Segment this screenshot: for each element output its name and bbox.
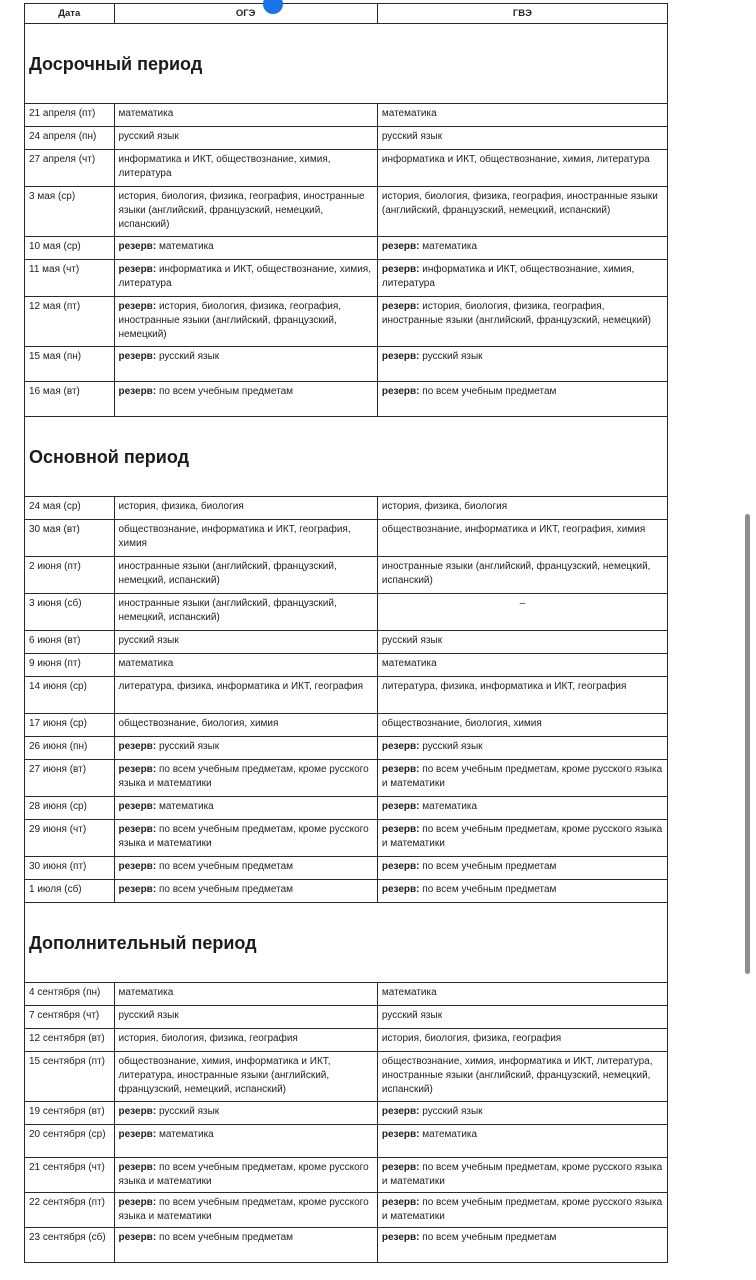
- header-row: [25, 4, 668, 24]
- oge-cell: [114, 737, 377, 760]
- date-cell: 11 мая (чт): [25, 260, 115, 297]
- table-row: [25, 654, 668, 677]
- subjects-text: математика: [158, 1129, 214, 1140]
- schedule-body: [25, 24, 668, 1263]
- subjects-text: русский язык: [118, 635, 179, 646]
- reserve-label: резерв:: [118, 741, 157, 752]
- subjects-text: информатика и ИКТ, обществознание, химия, литература: [381, 264, 635, 289]
- oge-cell: [114, 520, 377, 557]
- gve-cell: [377, 631, 667, 654]
- table-row: [25, 880, 668, 903]
- subjects-text: история, биология, физика, география, иностранные языки (английский, французский, немецкий, испанский): [381, 191, 658, 216]
- oge-cell: [114, 880, 377, 903]
- section-row: [25, 417, 668, 497]
- subjects-text: по всем учебным предметам: [158, 386, 294, 397]
- reserve-label: резерв:: [118, 861, 157, 872]
- table-row: [25, 714, 668, 737]
- oge-cell: [114, 1029, 377, 1052]
- reserve-label: резерв:: [381, 351, 420, 362]
- date-cell: 12 сентября (вт): [25, 1029, 115, 1052]
- section-row: [25, 24, 668, 104]
- oge-cell: [114, 983, 377, 1006]
- reserve-label: резерв:: [381, 764, 420, 775]
- oge-cell: [114, 714, 377, 737]
- subjects-text: по всем учебным предметам, кроме русского языка и математики: [118, 824, 369, 849]
- gve-cell: [377, 104, 667, 127]
- reserve-label: резерв:: [118, 241, 157, 252]
- reserve-label: резерв:: [381, 241, 420, 252]
- gve-cell: [377, 594, 667, 631]
- subjects-text: русский язык: [158, 1106, 220, 1117]
- subjects-text: обществознание, информатика и ИКТ, география, химия: [118, 524, 351, 549]
- subjects-text: информатика и ИКТ, обществознание, химия, литература: [381, 154, 650, 165]
- table-row: [25, 260, 668, 297]
- table-row: [25, 1102, 668, 1125]
- subjects-text: по всем учебным предметам, кроме русского языка и математики: [118, 764, 369, 789]
- gve-cell: [377, 714, 667, 737]
- reserve-label: резерв:: [118, 764, 157, 775]
- oge-cell: [114, 631, 377, 654]
- date-cell: 20 сентября (ср): [25, 1125, 115, 1158]
- reserve-label: резерв:: [381, 301, 420, 312]
- subjects-text: по всем учебным предметам: [158, 884, 294, 895]
- oge-cell: [114, 347, 377, 382]
- exam-schedule-table: [24, 3, 668, 1263]
- subjects-text: русский язык: [422, 741, 483, 752]
- date-cell: 17 июня (ср): [25, 714, 115, 737]
- gve-cell: [377, 237, 667, 260]
- table-row: [25, 983, 668, 1006]
- subjects-text: по всем учебным предметам: [422, 884, 557, 895]
- oge-cell: [114, 497, 377, 520]
- table-row: [25, 557, 668, 594]
- oge-cell: [114, 382, 377, 417]
- table-row: [25, 127, 668, 150]
- gve-cell: [377, 1052, 667, 1102]
- date-cell: 3 мая (ср): [25, 187, 115, 237]
- date-cell: 29 июня (чт): [25, 820, 115, 857]
- table-row: [25, 1006, 668, 1029]
- reserve-label: резерв:: [118, 301, 157, 312]
- subjects-text: по всем учебным предметам, кроме русского языка и математики: [381, 824, 663, 849]
- subjects-text: литература, физика, информатика и ИКТ, география: [118, 681, 364, 692]
- subjects-text: по всем учебным предметам: [158, 861, 294, 872]
- gve-cell: [377, 1125, 667, 1158]
- table-row: [25, 820, 668, 857]
- subjects-text: обществознание, биология, химия: [118, 718, 279, 729]
- subjects-text: иностранные языки (английский, французский, немецкий, испанский): [381, 561, 651, 586]
- oge-cell: [114, 857, 377, 880]
- subjects-text: по всем учебным предметам: [422, 861, 557, 872]
- section-title: Досрочный период: [25, 24, 668, 104]
- table-row: [25, 1228, 668, 1263]
- gve-cell: [377, 880, 667, 903]
- gve-cell: [377, 382, 667, 417]
- reserve-label: резерв:: [118, 1106, 157, 1117]
- reserve-label: резерв:: [381, 264, 420, 275]
- date-cell: 9 июня (пт): [25, 654, 115, 677]
- date-cell: 27 июня (вт): [25, 760, 115, 797]
- gve-cell: [377, 820, 667, 857]
- reserve-label: резерв:: [381, 801, 420, 812]
- gve-cell: [377, 737, 667, 760]
- gve-cell: [377, 150, 667, 187]
- oge-cell: [114, 797, 377, 820]
- subjects-text: история, биология, физика, география, иностранные языки (английский, французский, немецкий): [381, 301, 651, 326]
- gve-cell: [377, 677, 667, 714]
- table-row: [25, 1125, 668, 1158]
- date-cell: 3 июня (сб): [25, 594, 115, 631]
- table-row: [25, 1158, 668, 1193]
- reserve-label: резерв:: [118, 264, 157, 275]
- subjects-text: математика: [118, 987, 174, 998]
- date-cell: 23 сентября (сб): [25, 1228, 115, 1263]
- table-row: [25, 150, 668, 187]
- reserve-label: резерв:: [118, 1129, 157, 1140]
- oge-cell: [114, 1006, 377, 1029]
- date-cell: 22 сентября (пт): [25, 1193, 115, 1228]
- reserve-label: резерв:: [381, 861, 420, 872]
- gve-cell: [377, 1228, 667, 1263]
- subjects-text: по всем учебным предметам: [422, 386, 557, 397]
- subjects-text: русский язык: [381, 131, 443, 142]
- table-row: [25, 382, 668, 417]
- gve-cell: [377, 260, 667, 297]
- subjects-text: математика: [158, 801, 214, 812]
- gve-cell: [377, 1193, 667, 1228]
- subjects-text: русский язык: [381, 635, 443, 646]
- gve-cell: [377, 127, 667, 150]
- subjects-text: математика: [158, 241, 214, 252]
- oge-cell: [114, 1158, 377, 1193]
- oge-cell: [114, 677, 377, 714]
- reserve-label: резерв:: [118, 1232, 157, 1243]
- gve-cell: [377, 983, 667, 1006]
- table-row: [25, 497, 668, 520]
- date-cell: 27 апреля (чт): [25, 150, 115, 187]
- scrollbar[interactable]: [745, 514, 750, 974]
- oge-cell: [114, 1193, 377, 1228]
- header-date: Дата: [25, 4, 115, 24]
- subjects-text: по всем учебным предметам, кроме русского языка и математики: [381, 1162, 663, 1187]
- table-row: [25, 1193, 668, 1228]
- subjects-text: математика: [381, 108, 437, 119]
- gve-cell: [377, 187, 667, 237]
- date-cell: 6 июня (вт): [25, 631, 115, 654]
- gve-cell: [377, 347, 667, 382]
- date-cell: 1 июля (сб): [25, 880, 115, 903]
- table-row: [25, 737, 668, 760]
- subjects-text: русский язык: [158, 351, 220, 362]
- section-row: [25, 903, 668, 983]
- reserve-label: резерв:: [381, 824, 420, 835]
- date-cell: 2 июня (пт): [25, 557, 115, 594]
- oge-cell: [114, 557, 377, 594]
- subjects-text: математика: [422, 801, 478, 812]
- gve-cell: [377, 1006, 667, 1029]
- gve-cell: [377, 760, 667, 797]
- gve-cell: [377, 557, 667, 594]
- subjects-text: математика: [422, 241, 478, 252]
- oge-cell: [114, 260, 377, 297]
- subjects-text: русский язык: [118, 131, 179, 142]
- date-cell: 10 мая (ср): [25, 237, 115, 260]
- reserve-label: резерв:: [381, 884, 420, 895]
- table-row: [25, 857, 668, 880]
- reserve-label: резерв:: [118, 884, 157, 895]
- gve-cell: [377, 857, 667, 880]
- subjects-text: математика: [118, 658, 174, 669]
- date-cell: 16 мая (вт): [25, 382, 115, 417]
- table-row: [25, 1029, 668, 1052]
- subjects-text: математика: [118, 108, 174, 119]
- oge-cell: [114, 237, 377, 260]
- gve-cell: [377, 520, 667, 557]
- reserve-label: резерв:: [118, 1197, 157, 1208]
- oge-cell: [114, 594, 377, 631]
- subjects-text: литература, физика, информатика и ИКТ, география: [381, 681, 627, 692]
- reserve-label: резерв:: [381, 1106, 420, 1117]
- subjects-text: история, физика, биология: [118, 501, 244, 512]
- subjects-text: –: [519, 598, 526, 609]
- subjects-text: информатика и ИКТ, обществознание, химия, литература: [118, 264, 371, 289]
- subjects-text: обществознание, химия, информатика и ИКТ, литература, иностранные языки (английский, французский, немецкий, испанский): [381, 1056, 653, 1095]
- subjects-text: русский язык: [118, 1010, 179, 1021]
- oge-cell: [114, 104, 377, 127]
- table-row: [25, 1052, 668, 1102]
- subjects-text: русский язык: [381, 1010, 443, 1021]
- section-title: Дополнительный период: [25, 903, 668, 983]
- date-cell: 30 июня (пт): [25, 857, 115, 880]
- oge-cell: [114, 760, 377, 797]
- subjects-text: по всем учебным предметам: [158, 1232, 294, 1243]
- subjects-text: история, биология, физика, география, иностранные языки (английский, французский, немецкий): [118, 301, 342, 340]
- date-cell: 21 сентября (чт): [25, 1158, 115, 1193]
- reserve-label: резерв:: [381, 741, 420, 752]
- table-row: [25, 594, 668, 631]
- date-cell: 24 мая (ср): [25, 497, 115, 520]
- table-row: [25, 297, 668, 347]
- subjects-text: иностранные языки (английский, французский, немецкий, испанский): [118, 561, 337, 586]
- header-oge: ОГЭ: [114, 4, 377, 24]
- date-cell: 4 сентября (пн): [25, 983, 115, 1006]
- subjects-text: история, биология, физика, география: [381, 1033, 562, 1044]
- subjects-text: русский язык: [422, 351, 483, 362]
- date-cell: 26 июня (пн): [25, 737, 115, 760]
- subjects-text: история, физика, биология: [381, 501, 508, 512]
- oge-cell: [114, 127, 377, 150]
- subjects-text: иностранные языки (английский, французский, немецкий, испанский): [118, 598, 337, 623]
- gve-cell: [377, 497, 667, 520]
- subjects-text: по всем учебным предметам: [422, 1232, 557, 1243]
- subjects-text: математика: [422, 1129, 478, 1140]
- table-row: [25, 187, 668, 237]
- table-row: [25, 677, 668, 714]
- reserve-label: резерв:: [118, 801, 157, 812]
- subjects-text: по всем учебным предметам, кроме русского языка и математики: [381, 1197, 663, 1222]
- date-cell: 24 апреля (пн): [25, 127, 115, 150]
- table-row: [25, 631, 668, 654]
- subjects-text: математика: [381, 658, 437, 669]
- reserve-label: резерв:: [118, 351, 157, 362]
- date-cell: 12 мая (пт): [25, 297, 115, 347]
- section-title: Основной период: [25, 417, 668, 497]
- subjects-text: русский язык: [158, 741, 220, 752]
- date-cell: 28 июня (ср): [25, 797, 115, 820]
- table-row: [25, 347, 668, 382]
- reserve-label: резерв:: [381, 1162, 420, 1173]
- oge-cell: [114, 654, 377, 677]
- date-cell: 14 июня (ср): [25, 677, 115, 714]
- subjects-text: по всем учебным предметам, кроме русского языка и математики: [118, 1162, 369, 1187]
- oge-cell: [114, 820, 377, 857]
- reserve-label: резерв:: [381, 386, 420, 397]
- header-gve: ГВЭ: [377, 4, 667, 24]
- subjects-text: математика: [381, 987, 437, 998]
- reserve-label: резерв:: [381, 1129, 420, 1140]
- gve-cell: [377, 297, 667, 347]
- oge-cell: [114, 1052, 377, 1102]
- oge-cell: [114, 1125, 377, 1158]
- date-cell: 15 мая (пн): [25, 347, 115, 382]
- date-cell: 30 мая (вт): [25, 520, 115, 557]
- reserve-label: резерв:: [118, 1162, 157, 1173]
- reserve-label: резерв:: [381, 1197, 420, 1208]
- subjects-text: русский язык: [422, 1106, 483, 1117]
- date-cell: 7 сентября (чт): [25, 1006, 115, 1029]
- subjects-text: обществознание, биология, химия: [381, 718, 542, 729]
- subjects-text: по всем учебным предметам, кроме русского языка и математики: [381, 764, 663, 789]
- oge-cell: [114, 187, 377, 237]
- gve-cell: [377, 1158, 667, 1193]
- oge-cell: [114, 297, 377, 347]
- gve-cell: [377, 1102, 667, 1125]
- table-row: [25, 237, 668, 260]
- gve-cell: [377, 1029, 667, 1052]
- subjects-text: информатика и ИКТ, обществознание, химия, литература: [118, 154, 331, 179]
- subjects-text: по всем учебным предметам, кроме русского языка и математики: [118, 1197, 369, 1222]
- date-cell: 21 апреля (пт): [25, 104, 115, 127]
- reserve-label: резерв:: [381, 1232, 420, 1243]
- subjects-text: обществознание, химия, информатика и ИКТ, литература, иностранные языки (английский, французский, немецкий, испанский): [118, 1056, 331, 1095]
- oge-cell: [114, 150, 377, 187]
- oge-cell: [114, 1102, 377, 1125]
- subjects-text: обществознание, информатика и ИКТ, география, химия: [381, 524, 646, 535]
- subjects-text: история, биология, физика, география, иностранные языки (английский, французский, немецкий, испанский): [118, 191, 365, 230]
- date-cell: 19 сентября (вт): [25, 1102, 115, 1125]
- table-row: [25, 797, 668, 820]
- table-row: [25, 104, 668, 127]
- date-cell: 15 сентября (пт): [25, 1052, 115, 1102]
- oge-cell: [114, 1228, 377, 1263]
- reserve-label: резерв:: [118, 824, 157, 835]
- reserve-label: резерв:: [118, 386, 157, 397]
- gve-cell: [377, 797, 667, 820]
- table-row: [25, 760, 668, 797]
- subjects-text: история, биология, физика, география: [118, 1033, 298, 1044]
- gve-cell: [377, 654, 667, 677]
- table-row: [25, 520, 668, 557]
